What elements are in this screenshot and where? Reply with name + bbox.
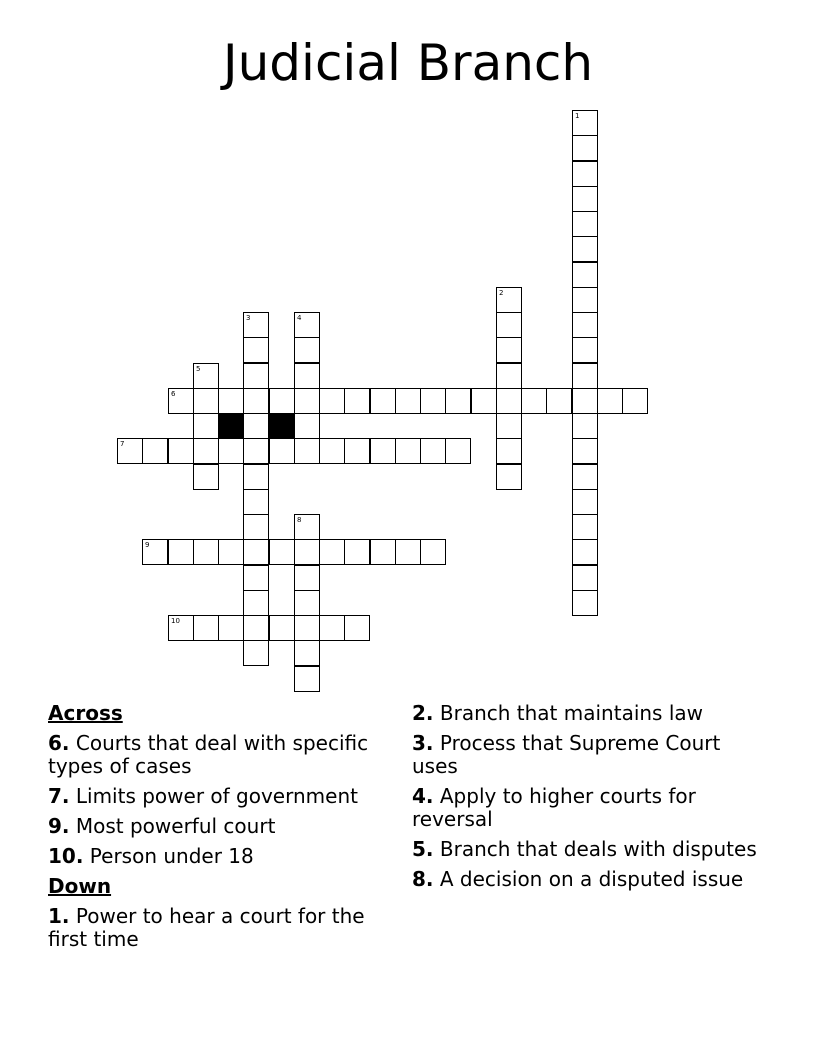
clue-text: Person under 18	[89, 844, 254, 868]
grid-cell[interactable]	[572, 363, 598, 389]
clue-text: Process that Supreme Court uses	[412, 731, 721, 778]
clue-number: 1.	[48, 904, 70, 928]
clue-number: 9.	[48, 814, 70, 838]
clue-number: 10.	[48, 844, 84, 868]
grid-cell[interactable]	[572, 388, 598, 414]
grid-cell[interactable]	[445, 388, 471, 414]
grid-cell[interactable]	[572, 135, 598, 161]
grid-cell[interactable]	[496, 363, 522, 389]
grid-cell[interactable]	[572, 590, 598, 616]
grid-cell[interactable]	[193, 413, 219, 439]
grid-cell[interactable]	[572, 161, 598, 187]
grid-cell[interactable]	[370, 539, 396, 565]
grid-cell[interactable]	[168, 438, 194, 464]
grid-cell[interactable]	[319, 615, 345, 641]
grid-cell[interactable]	[471, 388, 497, 414]
page-title: Judicial Branch	[222, 34, 594, 92]
clue-number: 7.	[48, 784, 70, 808]
grid-cell[interactable]	[597, 388, 623, 414]
grid-cell[interactable]	[142, 539, 168, 565]
grid-cell[interactable]	[496, 438, 522, 464]
grid-cell[interactable]	[243, 337, 269, 363]
grid-cell[interactable]	[572, 438, 598, 464]
grid-cell[interactable]	[168, 388, 194, 414]
grid-cell[interactable]	[218, 615, 244, 641]
grid-cell[interactable]	[572, 287, 598, 313]
grid-cell[interactable]	[294, 363, 320, 389]
grid-cell[interactable]	[319, 539, 345, 565]
grid-cell[interactable]	[572, 464, 598, 490]
clue-text: Courts that deal with specific types of cases	[48, 731, 369, 778]
clue-text: Branch that maintains law	[439, 701, 703, 725]
grid-cell[interactable]	[294, 539, 320, 565]
grid-cell[interactable]	[243, 615, 269, 641]
grid-cell[interactable]	[243, 539, 269, 565]
grid-cell[interactable]	[344, 615, 370, 641]
grid-cell[interactable]	[294, 565, 320, 591]
grid-cell[interactable]	[243, 489, 269, 515]
grid-cell[interactable]	[218, 539, 244, 565]
grid-cell[interactable]	[496, 287, 522, 313]
clue-text: A decision on a disputed issue	[439, 867, 744, 891]
grid-cell[interactable]	[193, 388, 219, 414]
grid-cell[interactable]	[344, 388, 370, 414]
clue-number: 8.	[412, 867, 434, 891]
clue-number-label: 2	[499, 289, 504, 297]
clue-across-7	[48, 785, 393, 808]
grid-cell[interactable]	[243, 464, 269, 490]
clue-down-8	[412, 868, 757, 891]
grid-cell[interactable]	[572, 236, 598, 262]
grid-cell[interactable]	[496, 388, 522, 414]
grid-cell[interactable]	[294, 337, 320, 363]
clue-number: 6.	[48, 731, 70, 755]
grid-cell[interactable]	[572, 262, 598, 288]
grid-cell[interactable]	[622, 388, 648, 414]
grid-cell[interactable]	[546, 388, 572, 414]
grid-cell[interactable]	[243, 413, 269, 439]
clue-text: Power to hear a court for the first time	[48, 904, 365, 951]
clue-text: Limits power of government	[75, 784, 358, 808]
grid-cell[interactable]	[243, 388, 269, 414]
clue-down-1	[48, 905, 393, 951]
clues-column-left	[48, 702, 393, 958]
grid-cell[interactable]	[243, 565, 269, 591]
grid-cell[interactable]	[269, 615, 295, 641]
grid-cell[interactable]	[243, 514, 269, 540]
black-square	[218, 413, 244, 439]
grid-cell[interactable]	[142, 438, 168, 464]
grid-cell[interactable]	[420, 438, 446, 464]
grid-cell[interactable]	[193, 539, 219, 565]
grid-cell[interactable]	[521, 388, 547, 414]
clue-across-10	[48, 845, 393, 868]
grid-cell[interactable]	[294, 438, 320, 464]
grid-cell[interactable]	[193, 363, 219, 389]
grid-cell[interactable]	[218, 438, 244, 464]
clue-across-6	[48, 732, 393, 778]
clue-down-2	[412, 702, 757, 725]
grid-cell[interactable]	[344, 438, 370, 464]
clue-number-label: 8	[297, 516, 302, 524]
clue-text: Most powerful court	[75, 814, 276, 838]
down-heading: Down	[48, 874, 112, 898]
clue-number: 3.	[412, 731, 434, 755]
grid-cell[interactable]	[193, 438, 219, 464]
grid-cell[interactable]	[243, 590, 269, 616]
grid-cell[interactable]	[395, 438, 421, 464]
clue-number: 4.	[412, 784, 434, 808]
clue-text: Branch that deals with disputes	[439, 837, 757, 861]
grid-cell[interactable]	[168, 539, 194, 565]
grid-cell[interactable]	[370, 388, 396, 414]
grid-cell[interactable]	[395, 388, 421, 414]
clue-down-5	[412, 838, 757, 861]
grid-cell[interactable]	[243, 312, 269, 338]
grid-cell[interactable]	[445, 438, 471, 464]
grid-cell[interactable]	[269, 388, 295, 414]
grid-cell[interactable]	[572, 539, 598, 565]
grid-cell[interactable]	[117, 438, 143, 464]
clue-across-9	[48, 815, 393, 838]
grid-cell[interactable]	[572, 110, 598, 136]
clue-number-label: 9	[145, 541, 150, 549]
grid-cell[interactable]	[420, 539, 446, 565]
clue-number-label: 3	[246, 314, 251, 322]
grid-cell[interactable]	[294, 388, 320, 414]
grid-cell[interactable]	[269, 539, 295, 565]
grid-cell[interactable]	[243, 438, 269, 464]
grid-cell[interactable]	[572, 514, 598, 540]
clues-column-right	[412, 702, 757, 898]
grid-cell[interactable]	[294, 514, 320, 540]
grid-cell[interactable]	[572, 489, 598, 515]
grid-cell[interactable]	[496, 464, 522, 490]
grid-cell[interactable]	[370, 438, 396, 464]
grid-cell[interactable]	[243, 363, 269, 389]
clue-down-3	[412, 732, 757, 778]
grid-cell[interactable]	[294, 615, 320, 641]
grid-cell[interactable]	[319, 388, 345, 414]
grid-cell[interactable]	[294, 590, 320, 616]
clue-number-label: 1	[575, 112, 580, 120]
clue-number: 2.	[412, 701, 434, 725]
grid-cell[interactable]	[243, 640, 269, 666]
grid-cell[interactable]	[193, 615, 219, 641]
clue-text: Apply to higher courts for reversal	[412, 784, 696, 831]
grid-cell[interactable]	[572, 312, 598, 338]
clue-number-label: 4	[297, 314, 302, 322]
grid-cell[interactable]	[168, 615, 194, 641]
grid-cell[interactable]	[572, 337, 598, 363]
grid-cell[interactable]	[572, 186, 598, 212]
grid-cell[interactable]	[496, 413, 522, 439]
grid-cell[interactable]	[294, 640, 320, 666]
grid-cell[interactable]	[269, 438, 295, 464]
grid-cell[interactable]	[319, 438, 345, 464]
grid-cell[interactable]	[572, 211, 598, 237]
clue-number-label: 6	[171, 390, 176, 398]
grid-cell[interactable]	[496, 337, 522, 363]
clue-number-label: 10	[171, 617, 180, 625]
grid-cell[interactable]	[572, 565, 598, 591]
clue-number-label: 7	[120, 440, 125, 448]
grid-cell[interactable]	[344, 539, 370, 565]
clue-number-label: 5	[196, 365, 201, 373]
grid-cell[interactable]	[294, 413, 320, 439]
grid-cell[interactable]	[294, 666, 320, 692]
grid-cell[interactable]	[218, 388, 244, 414]
grid-cell[interactable]	[294, 312, 320, 338]
clue-number: 5.	[412, 837, 434, 861]
clue-down-4	[412, 785, 757, 831]
grid-cell[interactable]	[572, 413, 598, 439]
across-heading: Across	[48, 701, 123, 725]
grid-cell[interactable]	[193, 464, 219, 490]
grid-cell[interactable]	[395, 539, 421, 565]
grid-cell[interactable]	[496, 312, 522, 338]
black-square	[269, 413, 295, 439]
grid-cell[interactable]	[420, 388, 446, 414]
